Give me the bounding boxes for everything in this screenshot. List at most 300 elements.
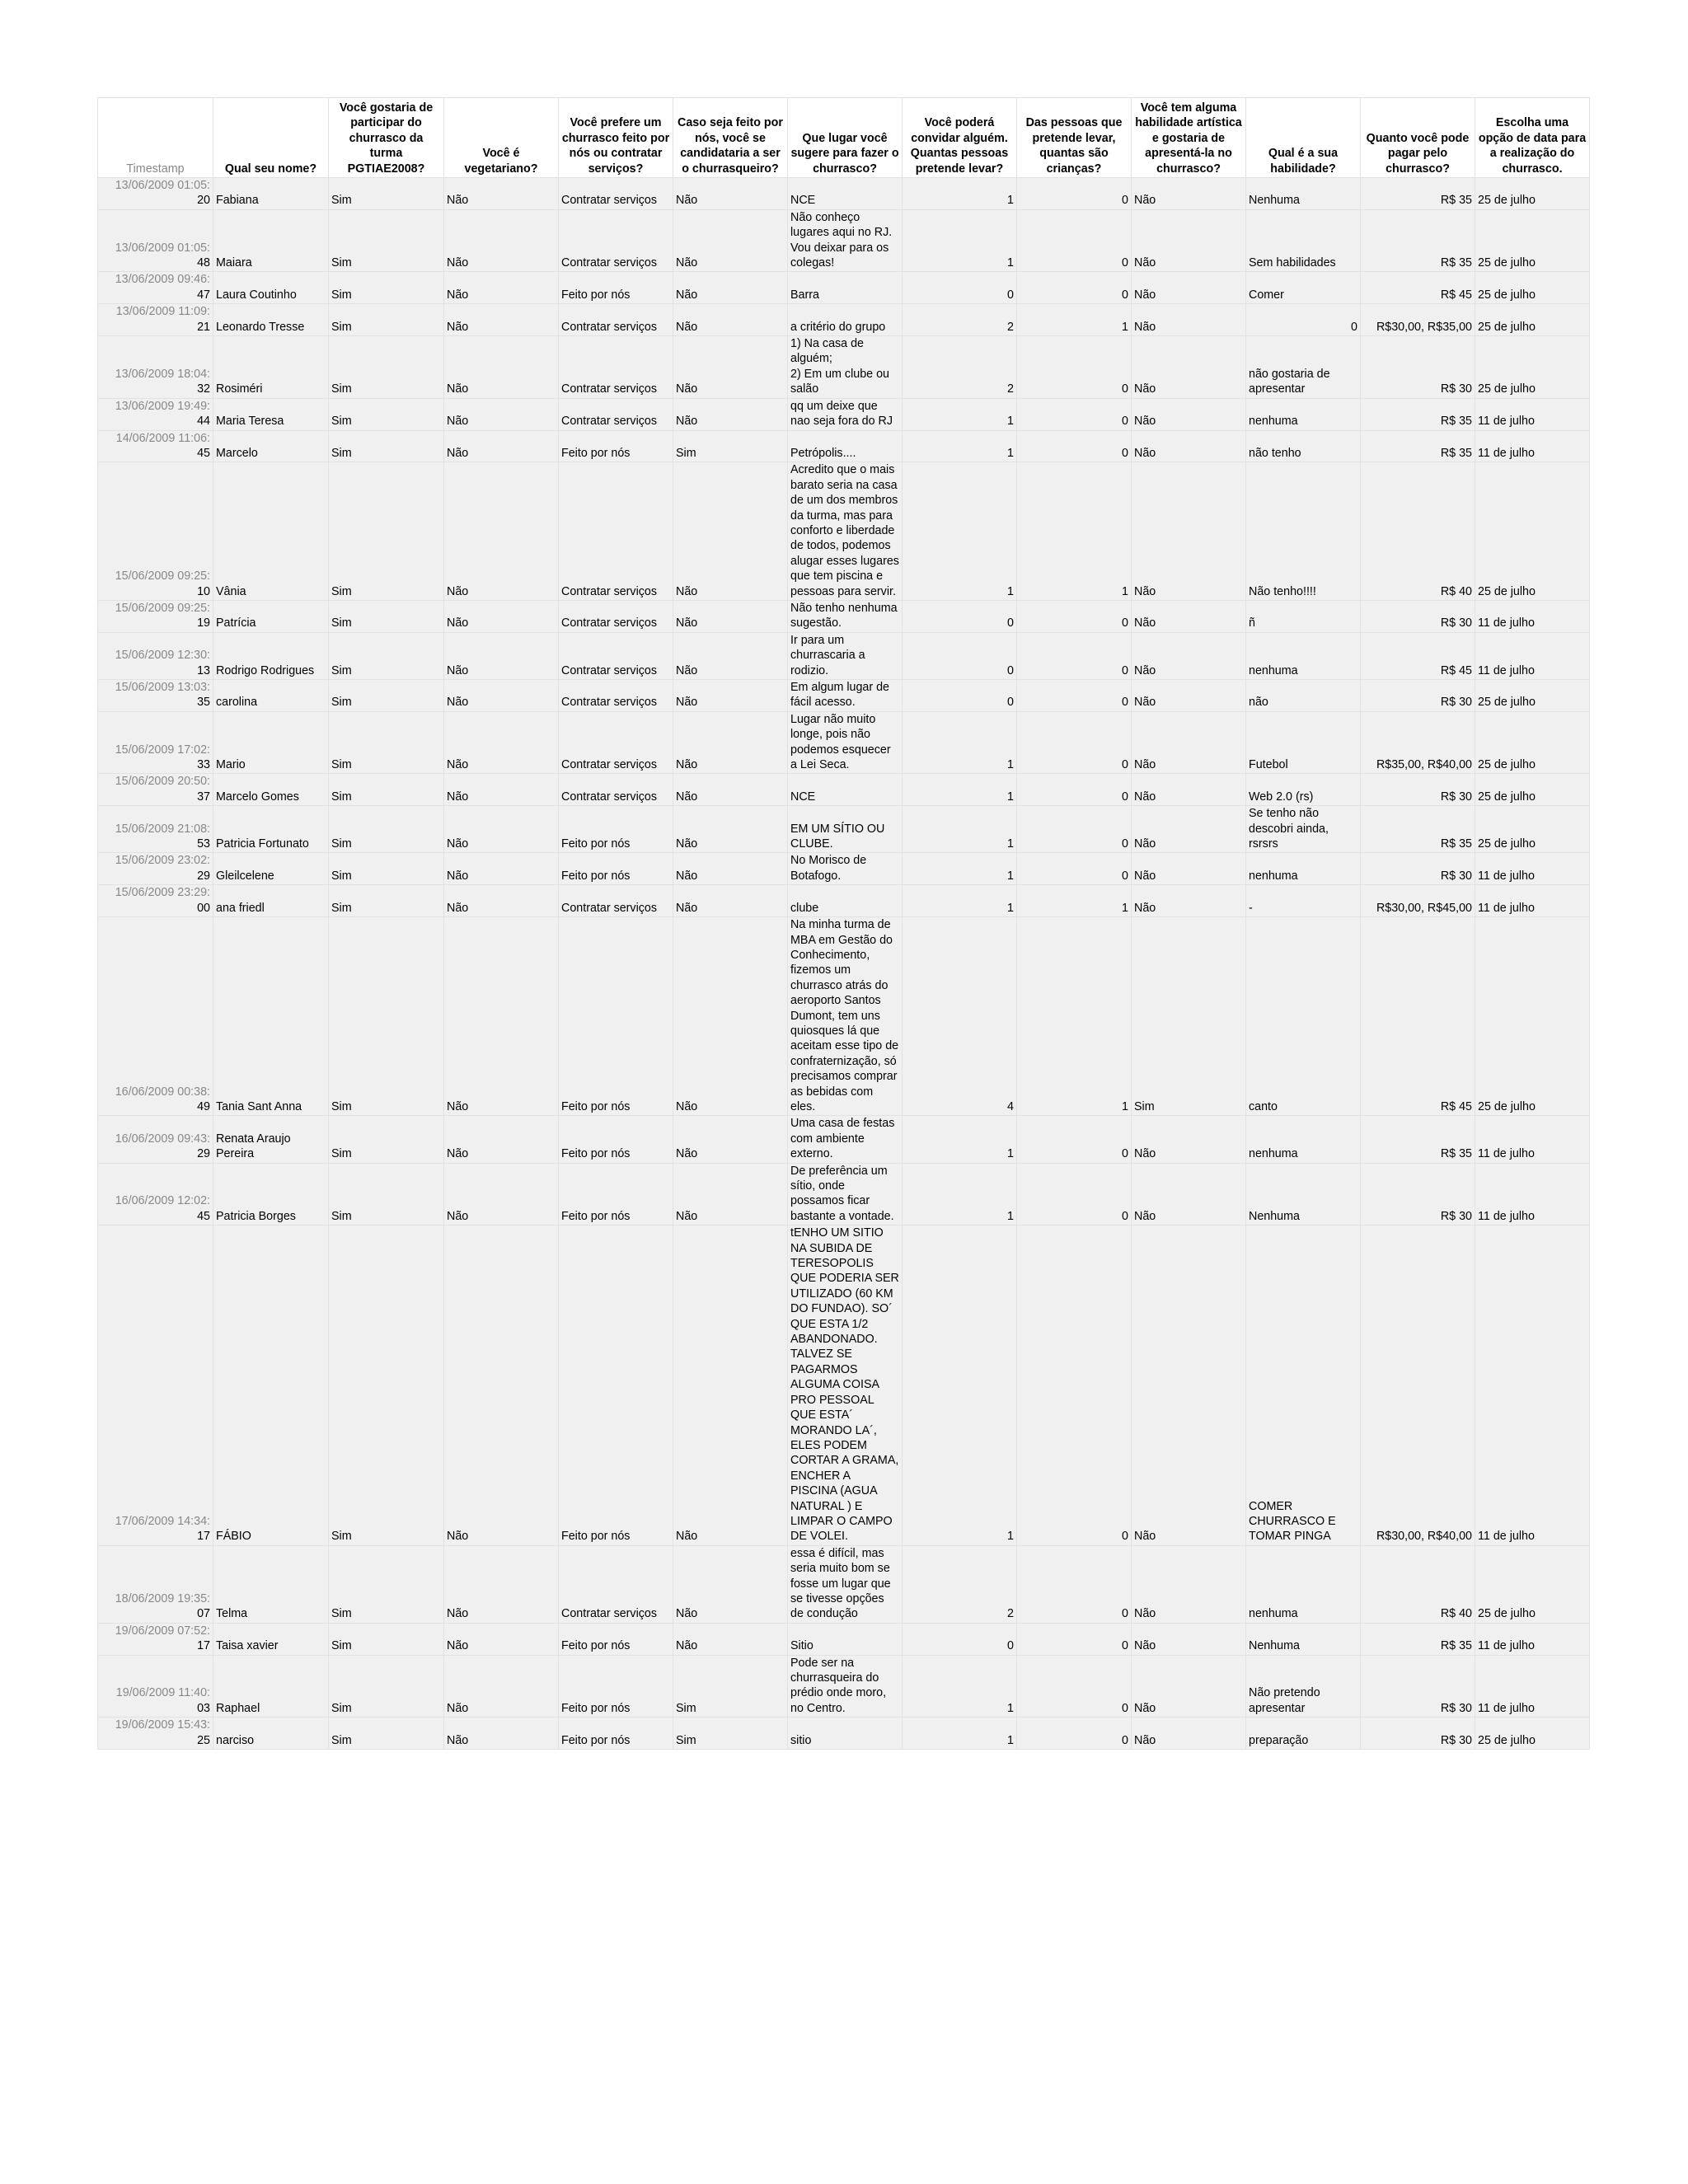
table-row (98, 1623, 1590, 1655)
guests-cell: 4 (903, 917, 1017, 1116)
timestamp-date: 15/06/2009 13:03: (115, 681, 210, 694)
participate-cell: Sim (329, 1545, 444, 1623)
timestamp-seconds: 29 (197, 1147, 210, 1161)
timestamp-seconds: 21 (197, 320, 210, 334)
guests-cell: 0 (903, 680, 1017, 712)
participate-cell: Sim (329, 774, 444, 806)
date-choice-cell: 11 de julho (1475, 1623, 1590, 1655)
preference-cell: Contratar serviços (559, 336, 673, 399)
preference-cell: Contratar serviços (559, 178, 673, 210)
children-cell: 0 (1017, 806, 1132, 853)
guests-cell: 1 (903, 398, 1017, 430)
guests-cell: 0 (903, 600, 1017, 632)
pay-cell: R$30,00, R$40,00 (1361, 1226, 1475, 1546)
date-choice-cell: 25 de julho (1475, 917, 1590, 1116)
guests-cell: 1 (903, 178, 1017, 210)
art-cell: Não (1132, 1655, 1246, 1718)
pay-cell: R$ 35 (1361, 1116, 1475, 1163)
skill-cell: COMER CHURRASCO E TOMAR PINGA (1246, 1226, 1361, 1546)
griller-cell: Não (673, 1545, 788, 1623)
timestamp-cell (98, 600, 213, 632)
timestamp-date: 19/06/2009 15:43: (115, 1718, 210, 1732)
art-cell: Não (1132, 1718, 1246, 1750)
skill-cell: não gostaria de apresentar (1246, 336, 1361, 399)
guests-cell: 0 (903, 632, 1017, 679)
column-header-vegetarian: Você é vegetariano? (444, 98, 559, 178)
table-row (98, 806, 1590, 853)
timestamp-date: 16/06/2009 09:43: (115, 1132, 210, 1146)
table-row (98, 917, 1590, 1116)
vegetarian-cell: Não (444, 774, 559, 806)
children-cell: 1 (1017, 917, 1132, 1116)
children-cell: 0 (1017, 600, 1132, 632)
column-header-art: Você tem alguma habilidade artística e gostaria de apresentá-la no churrasco? (1132, 98, 1246, 178)
place-cell: Lugar não muito longe, pois não podemos esquecer a Lei Seca. (788, 711, 903, 774)
table-row (98, 632, 1590, 679)
name-cell: Patrícia (213, 600, 329, 632)
name-cell: Rosiméri (213, 336, 329, 399)
timestamp-date: 15/06/2009 12:30: (115, 649, 210, 663)
timestamp-seconds: 20 (197, 194, 210, 208)
guests-cell: 1 (903, 1655, 1017, 1718)
timestamp-cell (98, 711, 213, 774)
guests-cell: 1 (903, 774, 1017, 806)
art-cell: Não (1132, 1545, 1246, 1623)
griller-cell: Não (673, 632, 788, 679)
preference-cell: Feito por nós (559, 806, 673, 853)
place-cell: Na minha turma de MBA em Gestão do Conhecimento, fizemos um churrasco atrás do aeroporto Santos Dumont, tem uns quiosques lá que aceitam esse tipo de confraternização, só precisamos comprar as bebidas com eles. (788, 917, 903, 1116)
date-choice-cell: 11 de julho (1475, 885, 1590, 917)
name-cell: Leonardo Tresse (213, 304, 329, 336)
timestamp-cell (98, 632, 213, 679)
name-cell: Laura Coutinho (213, 272, 329, 304)
participate-cell: Sim (329, 272, 444, 304)
skill-cell: Nenhuma (1246, 1623, 1361, 1655)
date-choice-cell: 11 de julho (1475, 632, 1590, 679)
timestamp-seconds: 47 (197, 288, 210, 302)
timestamp-seconds: 48 (197, 256, 210, 270)
date-choice-cell: 25 de julho (1475, 774, 1590, 806)
guests-cell: 1 (903, 806, 1017, 853)
vegetarian-cell: Não (444, 806, 559, 853)
timestamp-cell (98, 1163, 213, 1226)
date-choice-cell: 25 de julho (1475, 680, 1590, 712)
children-cell: 0 (1017, 178, 1132, 210)
pay-cell: R$ 30 (1361, 600, 1475, 632)
column-header-timestamp: Timestamp (98, 98, 213, 178)
timestamp-seconds: 07 (197, 1607, 210, 1621)
vegetarian-cell: Não (444, 398, 559, 430)
art-cell: Não (1132, 853, 1246, 885)
place-cell: Uma casa de festas com ambiente externo. (788, 1116, 903, 1163)
art-cell: Não (1132, 1226, 1246, 1546)
art-cell: Não (1132, 462, 1246, 601)
date-choice-cell: 11 de julho (1475, 600, 1590, 632)
timestamp-seconds: 13 (197, 663, 210, 677)
timestamp-cell (98, 1718, 213, 1750)
vegetarian-cell: Não (444, 632, 559, 679)
column-header-guests: Você poderá convidar alguém. Quantas pessoas pretende levar? (903, 98, 1017, 178)
participate-cell: Sim (329, 1623, 444, 1655)
table-row (98, 1545, 1590, 1623)
table-row (98, 336, 1590, 399)
table-row (98, 711, 1590, 774)
griller-cell: Não (673, 853, 788, 885)
timestamp-cell (98, 680, 213, 712)
vegetarian-cell: Não (444, 272, 559, 304)
timestamp-cell (98, 1545, 213, 1623)
art-cell: Não (1132, 336, 1246, 399)
timestamp-cell (98, 1655, 213, 1718)
skill-cell: nenhuma (1246, 632, 1361, 679)
pay-cell: R$ 40 (1361, 462, 1475, 601)
art-cell: Não (1132, 632, 1246, 679)
name-cell: Telma (213, 1545, 329, 1623)
column-header-pay: Quanto você pode pagar pelo churrasco? (1361, 98, 1475, 178)
guests-cell: 1 (903, 1226, 1017, 1546)
vegetarian-cell: Não (444, 430, 559, 462)
skill-cell: nenhuma (1246, 1545, 1361, 1623)
vegetarian-cell: Não (444, 885, 559, 917)
guests-cell: 1 (903, 885, 1017, 917)
skill-cell: Web 2.0 (rs) (1246, 774, 1361, 806)
art-cell: Não (1132, 272, 1246, 304)
participate-cell: Sim (329, 336, 444, 399)
children-cell: 0 (1017, 430, 1132, 462)
date-choice-cell: 25 de julho (1475, 462, 1590, 601)
name-cell: Fabiana (213, 178, 329, 210)
preference-cell: Feito por nós (559, 1116, 673, 1163)
timestamp-seconds: 00 (197, 901, 210, 915)
timestamp-cell (98, 1226, 213, 1546)
date-choice-cell: 25 de julho (1475, 1545, 1590, 1623)
timestamp-date: 15/06/2009 17:02: (115, 743, 210, 757)
griller-cell: Não (673, 1116, 788, 1163)
vegetarian-cell: Não (444, 304, 559, 336)
timestamp-date: 15/06/2009 23:02: (115, 854, 210, 868)
griller-cell: Não (673, 917, 788, 1116)
skill-cell: Futebol (1246, 711, 1361, 774)
name-cell: Marcelo Gomes (213, 774, 329, 806)
place-cell: 1) Na casa de alguém; 2) Em um clube ou salão (788, 336, 903, 399)
art-cell: Não (1132, 774, 1246, 806)
griller-cell: Não (673, 178, 788, 210)
date-choice-cell: 25 de julho (1475, 209, 1590, 272)
guests-cell: 1 (903, 462, 1017, 601)
name-cell: FÁBIO (213, 1226, 329, 1546)
skill-cell: nenhuma (1246, 853, 1361, 885)
art-cell: Não (1132, 1163, 1246, 1226)
children-cell: 0 (1017, 1545, 1132, 1623)
pay-cell: R$30,00, R$35,00 (1361, 304, 1475, 336)
art-cell: Não (1132, 711, 1246, 774)
survey-table (97, 97, 1590, 1750)
children-cell: 1 (1017, 462, 1132, 601)
participate-cell: Sim (329, 178, 444, 210)
name-cell: Maria Teresa (213, 398, 329, 430)
art-cell: Não (1132, 885, 1246, 917)
vegetarian-cell: Não (444, 462, 559, 601)
name-cell: carolina (213, 680, 329, 712)
art-cell: Sim (1132, 917, 1246, 1116)
griller-cell: Não (673, 1226, 788, 1546)
place-cell: essa é difícil, mas seria muito bom se fosse um lugar que se tivesse opções de condução (788, 1545, 903, 1623)
children-cell: 1 (1017, 885, 1132, 917)
art-cell: Não (1132, 1116, 1246, 1163)
preference-cell: Feito por nós (559, 1226, 673, 1546)
preference-cell: Feito por nós (559, 917, 673, 1116)
timestamp-date: 14/06/2009 11:06: (115, 431, 210, 445)
pay-cell: R$ 30 (1361, 853, 1475, 885)
participate-cell: Sim (329, 711, 444, 774)
pay-cell: R$ 35 (1361, 209, 1475, 272)
place-cell: De preferência um sítio, onde possamos ficar bastante a vontade. (788, 1163, 903, 1226)
table-row (98, 1718, 1590, 1750)
column-header-skill: Qual é a sua habilidade? (1246, 98, 1361, 178)
vegetarian-cell: Não (444, 209, 559, 272)
date-choice-cell: 11 de julho (1475, 430, 1590, 462)
skill-cell: nenhuma (1246, 1116, 1361, 1163)
place-cell: No Morisco de Botafogo. (788, 853, 903, 885)
vegetarian-cell: Não (444, 1116, 559, 1163)
preference-cell: Feito por nós (559, 1718, 673, 1750)
vegetarian-cell: Não (444, 336, 559, 399)
vegetarian-cell: Não (444, 1163, 559, 1226)
place-cell: qq um deixe que nao seja fora do RJ (788, 398, 903, 430)
skill-cell: preparação (1246, 1718, 1361, 1750)
table-row (98, 600, 1590, 632)
timestamp-date: 15/06/2009 09:25: (115, 569, 210, 583)
timestamp-seconds: 29 (197, 869, 210, 883)
column-header-participate: Você gostaria de participar do churrasco da turma PGTIAE2008? (329, 98, 444, 178)
name-cell: ana friedl (213, 885, 329, 917)
preference-cell: Contratar serviços (559, 304, 673, 336)
table-row (98, 209, 1590, 272)
children-cell: 0 (1017, 398, 1132, 430)
timestamp-date: 16/06/2009 00:38: (115, 1085, 210, 1099)
vegetarian-cell: Não (444, 711, 559, 774)
participate-cell: Sim (329, 1163, 444, 1226)
children-cell: 0 (1017, 632, 1132, 679)
timestamp-cell (98, 853, 213, 885)
table-row (98, 885, 1590, 917)
art-cell: Não (1132, 1623, 1246, 1655)
preference-cell: Contratar serviços (559, 462, 673, 601)
table-row (98, 1116, 1590, 1163)
date-choice-cell: 25 de julho (1475, 304, 1590, 336)
griller-cell: Não (673, 885, 788, 917)
table-row (98, 680, 1590, 712)
table-row (98, 774, 1590, 806)
timestamp-seconds: 17 (197, 1530, 210, 1544)
place-cell: Em algum lugar de fácil acesso. (788, 680, 903, 712)
place-cell: Acredito que o mais barato seria na casa de um dos membros da turma, mas para conforto e liberdade de todos, podemos alugar esses lugares que tem piscina e pessoas para servir. (788, 462, 903, 601)
skill-cell: Nenhuma (1246, 1163, 1361, 1226)
place-cell: Não tenho nenhuma sugestão. (788, 600, 903, 632)
guests-cell: 1 (903, 1116, 1017, 1163)
guests-cell: 1 (903, 430, 1017, 462)
children-cell: 0 (1017, 1163, 1132, 1226)
timestamp-date: 15/06/2009 23:29: (115, 886, 210, 900)
guests-cell: 2 (903, 336, 1017, 399)
timestamp-seconds: 19 (197, 616, 210, 630)
pay-cell: R$ 35 (1361, 398, 1475, 430)
art-cell: Não (1132, 680, 1246, 712)
preference-cell: Contratar serviços (559, 632, 673, 679)
table-row (98, 1226, 1590, 1546)
timestamp-seconds: 35 (197, 696, 210, 710)
skill-cell: 0 (1246, 304, 1361, 336)
art-cell: Não (1132, 398, 1246, 430)
timestamp-cell (98, 178, 213, 210)
table-row (98, 304, 1590, 336)
timestamp-date: 19/06/2009 07:52: (115, 1624, 210, 1638)
pay-cell: R$ 30 (1361, 336, 1475, 399)
guests-cell: 1 (903, 853, 1017, 885)
date-choice-cell: 11 de julho (1475, 1116, 1590, 1163)
children-cell: 1 (1017, 304, 1132, 336)
name-cell: Patricia Borges (213, 1163, 329, 1226)
skill-cell: nenhuma (1246, 398, 1361, 430)
timestamp-seconds: 25 (197, 1733, 210, 1747)
pay-cell: R$ 35 (1361, 806, 1475, 853)
guests-cell: 2 (903, 304, 1017, 336)
participate-cell: Sim (329, 462, 444, 601)
vegetarian-cell: Não (444, 1655, 559, 1718)
table-body (98, 178, 1590, 1750)
timestamp-cell (98, 272, 213, 304)
vegetarian-cell: Não (444, 1545, 559, 1623)
table-row (98, 272, 1590, 304)
skill-cell: Não pretendo apresentar (1246, 1655, 1361, 1718)
timestamp-cell (98, 398, 213, 430)
preference-cell: Feito por nós (559, 430, 673, 462)
timestamp-cell (98, 336, 213, 399)
place-cell: clube (788, 885, 903, 917)
participate-cell: Sim (329, 1226, 444, 1546)
date-choice-cell: 25 de julho (1475, 806, 1590, 853)
vegetarian-cell: Não (444, 1623, 559, 1655)
preference-cell: Contratar serviços (559, 680, 673, 712)
timestamp-seconds: 33 (197, 758, 210, 772)
participate-cell: Sim (329, 304, 444, 336)
timestamp-cell (98, 1116, 213, 1163)
pay-cell: R$ 30 (1361, 680, 1475, 712)
header-row (98, 98, 1590, 178)
place-cell: NCE (788, 178, 903, 210)
timestamp-date: 19/06/2009 11:40: (115, 1686, 210, 1700)
art-cell: Não (1132, 600, 1246, 632)
art-cell: Não (1132, 430, 1246, 462)
pay-cell: R$ 35 (1361, 1623, 1475, 1655)
skill-cell: não tenho (1246, 430, 1361, 462)
name-cell: Taisa xavier (213, 1623, 329, 1655)
skill-cell: Comer (1246, 272, 1361, 304)
children-cell: 0 (1017, 711, 1132, 774)
name-cell: Tania Sant Anna (213, 917, 329, 1116)
timestamp-seconds: 45 (197, 446, 210, 460)
name-cell: Marcelo (213, 430, 329, 462)
table-row (98, 853, 1590, 885)
timestamp-cell (98, 806, 213, 853)
timestamp-date: 15/06/2009 09:25: (115, 601, 210, 615)
timestamp-seconds: 45 (197, 1209, 210, 1223)
table-row (98, 178, 1590, 210)
place-cell: Sitio (788, 1623, 903, 1655)
griller-cell: Não (673, 680, 788, 712)
children-cell: 0 (1017, 1226, 1132, 1546)
vegetarian-cell: Não (444, 1718, 559, 1750)
pay-cell: R$ 30 (1361, 1163, 1475, 1226)
children-cell: 0 (1017, 209, 1132, 272)
date-choice-cell: 11 de julho (1475, 853, 1590, 885)
griller-cell: Não (673, 304, 788, 336)
participate-cell: Sim (329, 209, 444, 272)
timestamp-date: 13/06/2009 09:46: (115, 273, 210, 287)
guests-cell: 2 (903, 1545, 1017, 1623)
vegetarian-cell: Não (444, 1226, 559, 1546)
date-choice-cell: 11 de julho (1475, 1655, 1590, 1718)
name-cell: narciso (213, 1718, 329, 1750)
table-row (98, 398, 1590, 430)
participate-cell: Sim (329, 917, 444, 1116)
vegetarian-cell: Não (444, 600, 559, 632)
preference-cell: Contratar serviços (559, 1545, 673, 1623)
griller-cell: Não (673, 806, 788, 853)
timestamp-date: 13/06/2009 19:49: (115, 399, 210, 413)
pay-cell: R$35,00, R$40,00 (1361, 711, 1475, 774)
participate-cell: Sim (329, 885, 444, 917)
art-cell: Não (1132, 304, 1246, 336)
guests-cell: 1 (903, 711, 1017, 774)
vegetarian-cell: Não (444, 178, 559, 210)
participate-cell: Sim (329, 1655, 444, 1718)
place-cell: Pode ser na churrasqueira do prédio onde moro, no Centro. (788, 1655, 903, 1718)
preference-cell: Contratar serviços (559, 209, 673, 272)
griller-cell: Não (673, 1163, 788, 1226)
place-cell: Não conheço lugares aqui no RJ. Vou deixar para os colegas! (788, 209, 903, 272)
table-row (98, 1163, 1590, 1226)
griller-cell: Sim (673, 1718, 788, 1750)
skill-cell: Se tenho não descobri ainda, rsrsrs (1246, 806, 1361, 853)
timestamp-cell (98, 774, 213, 806)
skill-cell: - (1246, 885, 1361, 917)
place-cell: sitio (788, 1718, 903, 1750)
timestamp-seconds: 49 (197, 1099, 210, 1113)
column-header-preference: Você prefere um churrasco feito por nós ou contratar serviços? (559, 98, 673, 178)
timestamp-date: 13/06/2009 01:05: (115, 179, 210, 192)
timestamp-cell (98, 209, 213, 272)
pay-cell: R$ 35 (1361, 430, 1475, 462)
pay-cell: R$ 30 (1361, 1718, 1475, 1750)
timestamp-cell (98, 1623, 213, 1655)
preference-cell: Contratar serviços (559, 711, 673, 774)
timestamp-date: 17/06/2009 14:34: (115, 1514, 210, 1528)
name-cell: Mario (213, 711, 329, 774)
column-header-children: Das pessoas que pretende levar, quantas são crianças? (1017, 98, 1132, 178)
participate-cell: Sim (329, 632, 444, 679)
preference-cell: Feito por nós (559, 272, 673, 304)
participate-cell: Sim (329, 680, 444, 712)
timestamp-date: 13/06/2009 01:05: (115, 241, 210, 255)
children-cell: 0 (1017, 680, 1132, 712)
children-cell: 0 (1017, 336, 1132, 399)
preference-cell: Contratar serviços (559, 885, 673, 917)
participate-cell: Sim (329, 1718, 444, 1750)
skill-cell: Sem habilidades (1246, 209, 1361, 272)
pay-cell: R$ 35 (1361, 178, 1475, 210)
timestamp-cell (98, 304, 213, 336)
